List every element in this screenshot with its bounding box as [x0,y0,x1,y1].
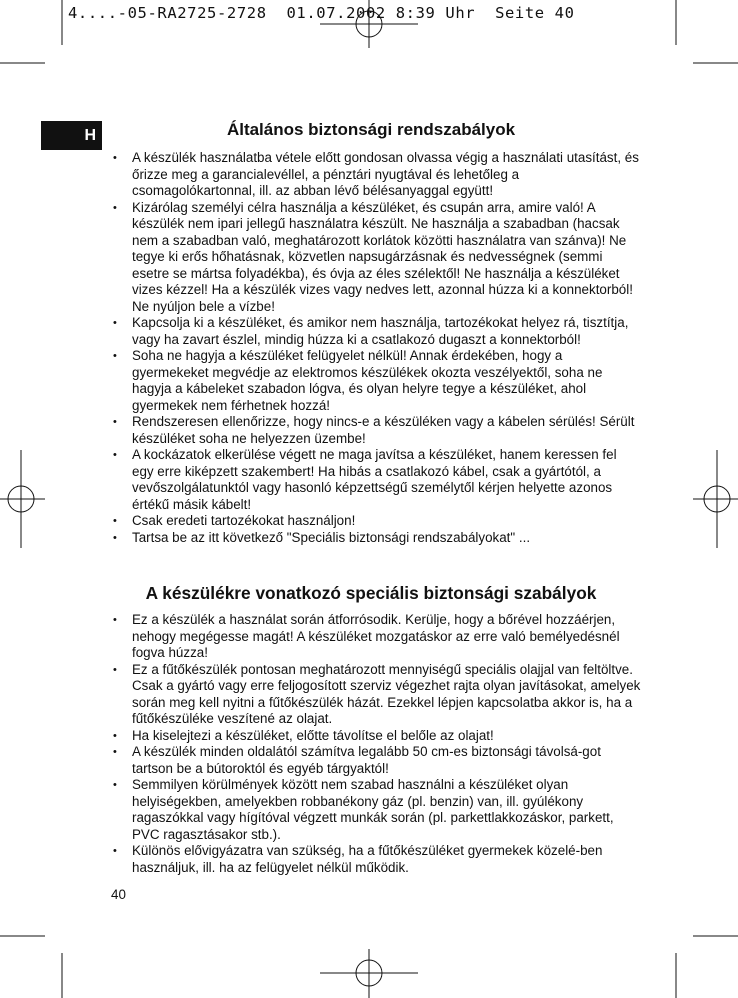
section-title-device-specific-safety: A készülékre vonatkozó speciális biztonsági szabályok [145,583,597,603]
list-item: • A készülék használatba vétele előtt gondosan olvassa végig a használati utasítást, és őrizze meg a garancialevéllel, a pénztári nyugtával és lehetőleg a csomagolókartonnal, ill. az abban lévő bélésanyaggal együtt! [111,150,641,200]
page-number: 40 [111,887,126,902]
list-item: • Ez a készülék a használat során átforrósodik. Kerülje, hogy a bőrével hozzáérjen, nehogy megégesse magát! A készüléket mozgatáskor az erre való bemélyedésnél fogva húzza! [111,612,641,662]
list-item: • Soha ne hagyja a készüléket felügyelet nélkül! Annak érdekében, hogy a gyermekeket megvédje az elektromos készülékek okozta veszélyektől, soha ne hagyja a kábeleket szabadon lógva, és olyan helyre tegye a készüléket, ahol gyermekek nem férhetnek hozzá! [111,348,641,414]
list-item: • Csak eredeti tartozékokat használjon! [111,513,641,530]
list-item: • Tartsa be az itt következő "Speciális biztonsági rendszabályokat" ... [111,530,641,547]
device-safety-list [111,612,641,876]
list-item: • A készülék minden oldalától számítva legalább 50 cm-es biztonsági távolsá-got tartson be a bútoroktól és egyéb tárgyaktól! [111,744,641,777]
list-item: • Különös elővigyázatra van szükség, ha a fűtőkészüléket gyermekek közelé-ben használjuk, ill. ha az felügyelet nélkül működik. [111,843,641,876]
list-item: • Ez a fűtőkészülék pontosan meghatározott mennyiségű speciális olajjal van feltöltve. Csak a gyártó vagy erre feljogosított szerviz végezhet rajta olyan javításokat, amelyek során meg kell nyitni a fűtőkészülék házát. Ezekkel lépjen kapcsolatba akkor is, ha a fűtőkészüléke veszítené az olajat. [111,662,641,728]
registration-mark-right [693,450,738,548]
registration-mark-bottom [320,949,418,998]
list-item: • Kizárólag személyi célra használja a készüléket, és csupán arra, amire való! A készülék nem ipari jellegű használatra készült. Ne használja a szabadban (hacsak nem a szabadban való, meghatározott korlátok közötti használatra van szánva)! Ne tegye ki erős hőhatásnak, közvetlen napsugárzásnak és nedvességnek (semmi esetre se mártsa folyadékba), és óvja az éles szélektől! Ne használja a készüléket vizes kézzel! Ha a készülék vizes vagy nedves lett, azonnal húzza ki a konnektorból! Ne nyúljon bele a vízbe! [111,200,641,316]
list-item: • Semmilyen körülmények között nem szabad használni a készüléket olyan helyiségekben, amelyekben robbanékony gáz (pl. benzin) van, ill. gyúlékony ragaszókkal vagy hígítóval végzett munkák során (pl. parkettlakkozáskor, parkett, PVC ragasztásakor stb.). [111,777,641,843]
list-item: • A kockázatok elkerülése végett ne maga javítsa a készüléket, hanem keressen fel egy erre kiképzett szakembert! Ha hibás a csatlakozó kábel, csak a gyártótól, a vevőszolgálatunktól vagy hasonló képzettségű személytől kérjen helyette azonos értékű másik kábelt! [111,447,641,513]
list-item: • Kapcsolja ki a készüléket, és amikor nem használja, tartozékokat helyez rá, tisztítja, vagy ha zavart észlel, mindig húzza ki a csatlakozó dugaszt a konnektorból! [111,315,641,348]
section-title-general-safety: Általános biztonsági rendszabályok [226,120,516,139]
language-tab: H [41,121,102,150]
list-item: • Ha kiselejtezi a készüléket, előtte távolítse el belőle az olajat! [111,728,641,745]
print-slug-header: 4....-05-RA2725-2728 01.07.2002 8:39 Uhr Seite 40 [68,4,575,22]
list-item: • Rendszeresen ellenőrizze, hogy nincs-e a készüléken vagy a kábelen sérülés! Sérült készüléket soha ne helyezzen üzembe! [111,414,641,447]
general-safety-list [111,150,641,546]
registration-mark-left [0,450,45,548]
